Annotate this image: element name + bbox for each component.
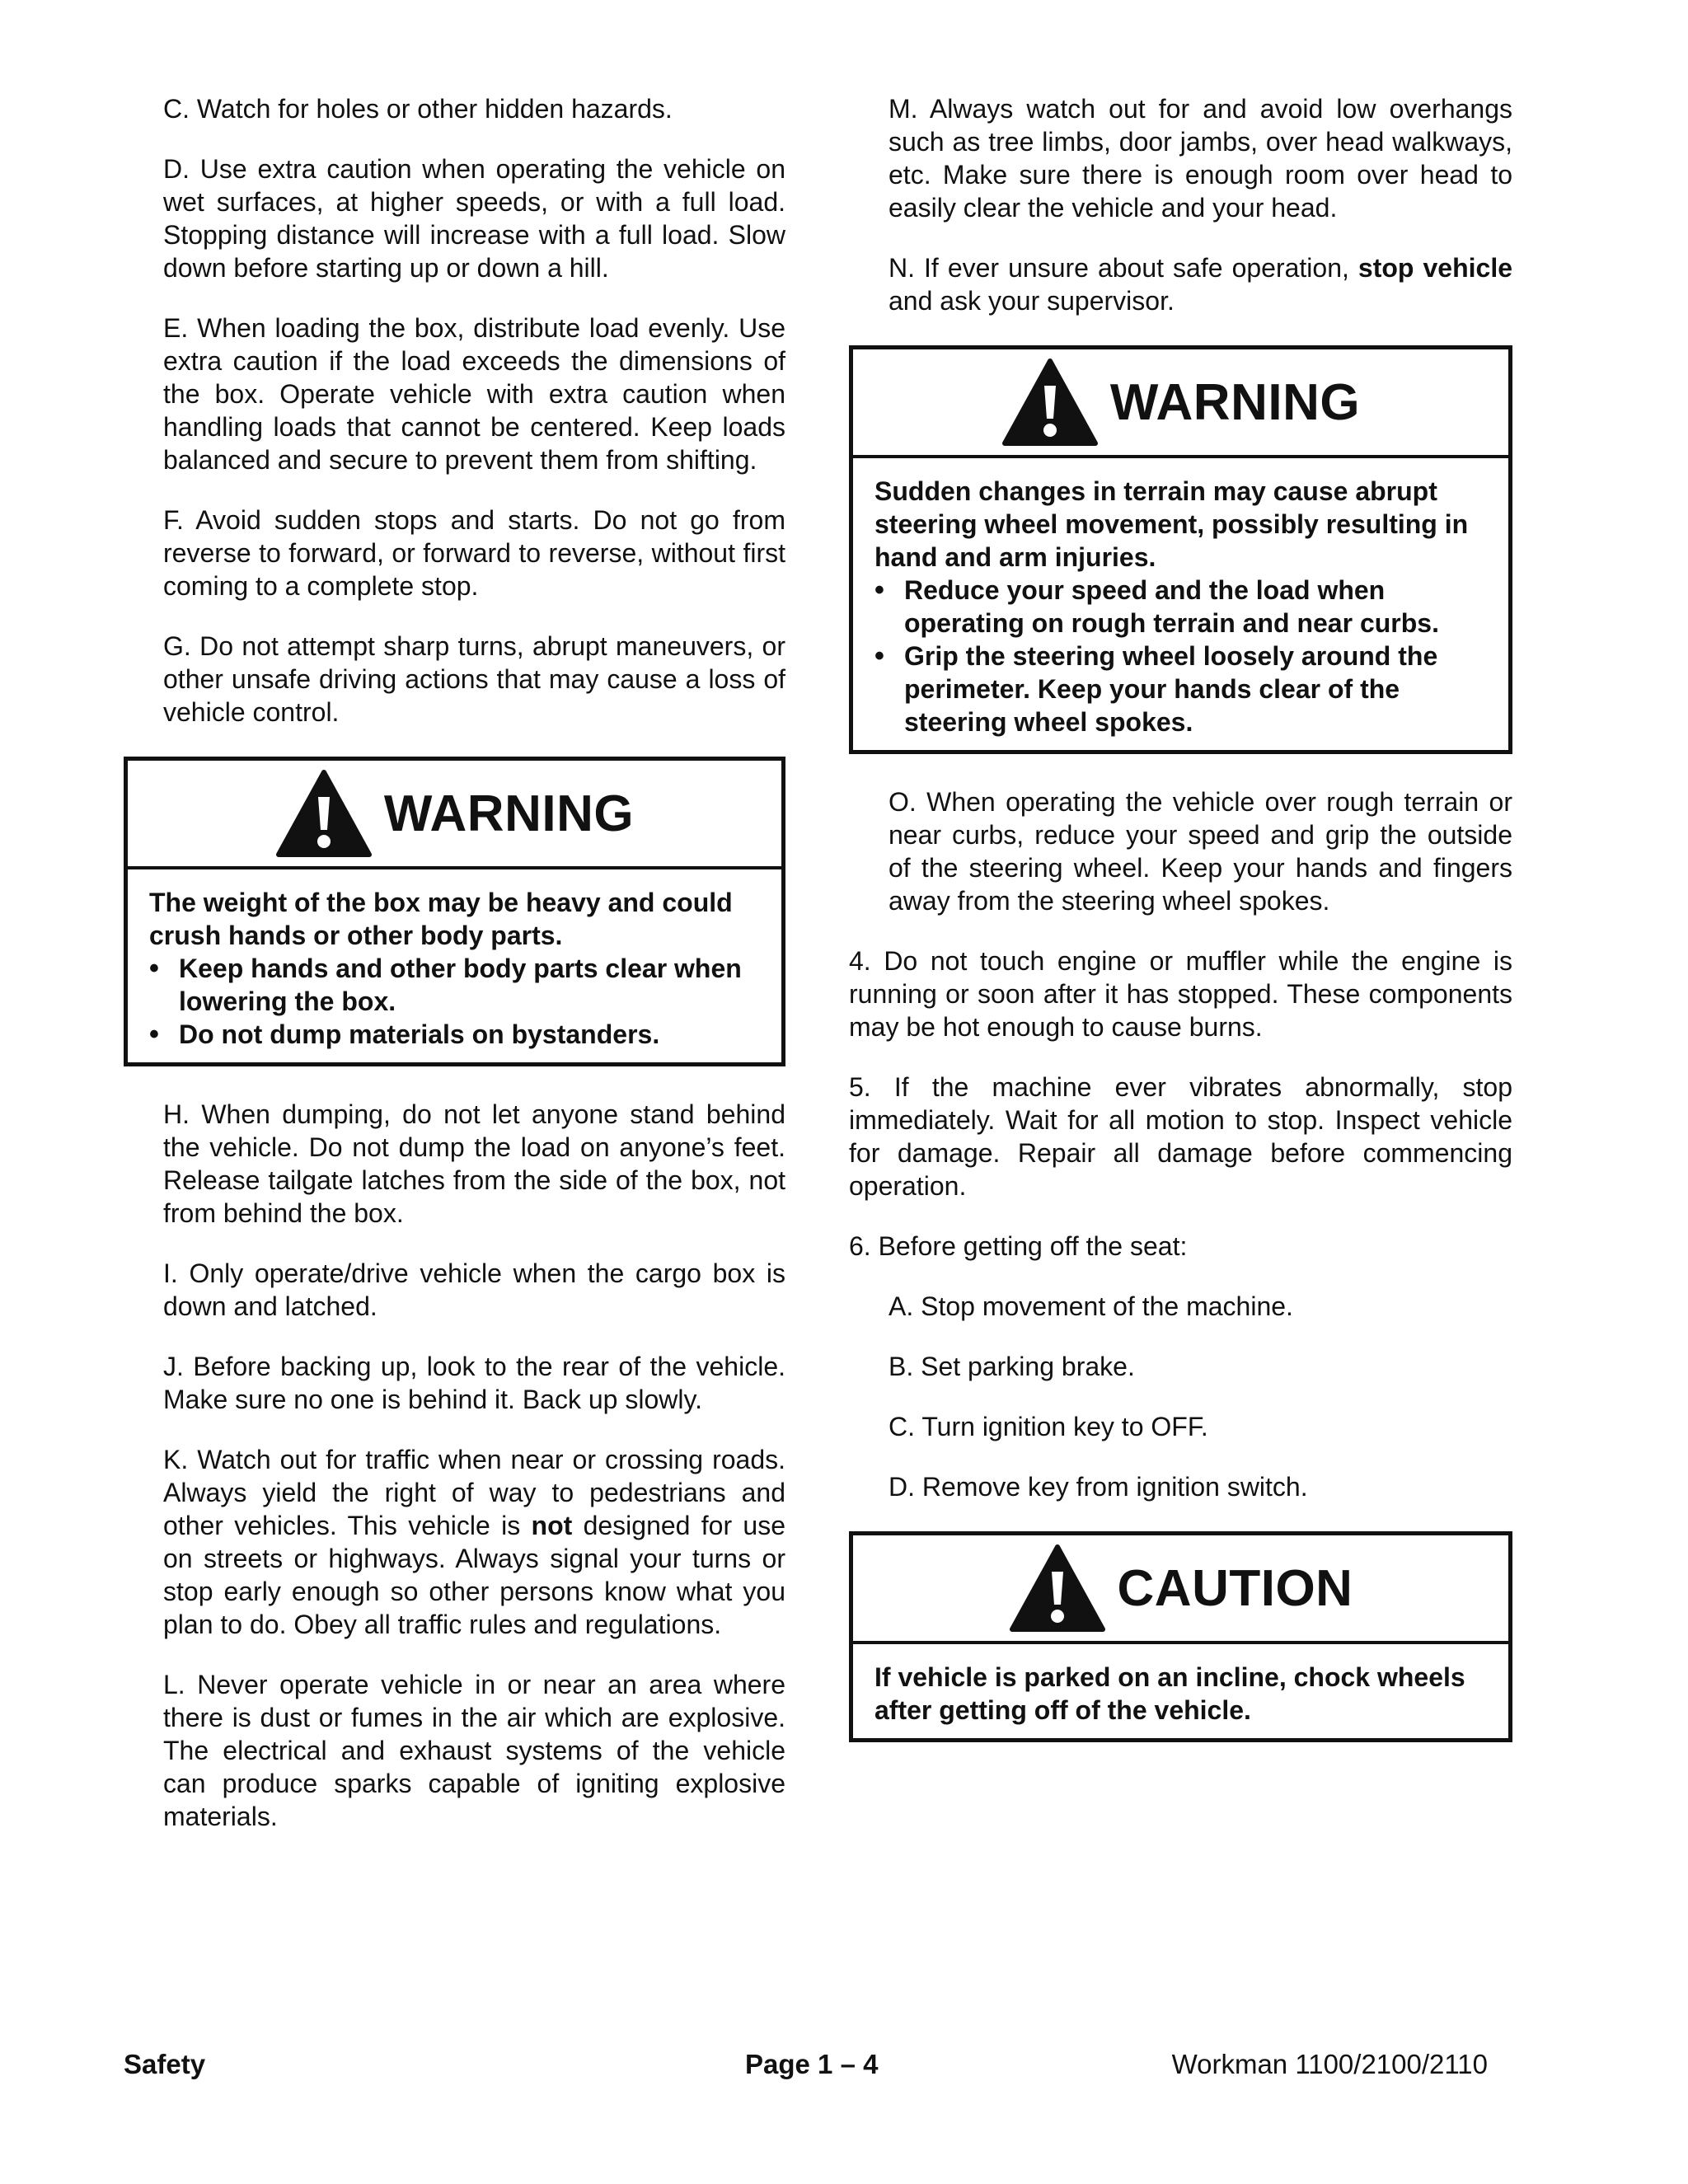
bullet-text: Keep hands and other body parts clear when lowering the box. <box>179 954 742 1016</box>
warning-text: The weight of the box may be heavy and could crush hands or other body parts. <box>149 888 733 950</box>
bullet-text: Do not dump materials on bystanders. <box>179 1019 660 1049</box>
item-6d: D. Remove key from ignition switch. <box>889 1472 1308 1502</box>
warning-title: WARNING <box>1109 373 1361 431</box>
item-6: 6. Before getting off the seat: <box>849 1231 1188 1261</box>
caution-title: CAUTION <box>1117 1559 1353 1617</box>
footer-model: Workman 1100/2100/2110 <box>1171 2049 1488 2079</box>
item-c: C. Watch for holes or other hidden hazards. <box>163 94 673 124</box>
warning-bullet <box>149 952 762 1018</box>
bullet-text: Grip the steering wheel loosely around the perimeter. Keep your hands clear of the steering wheel spokes. <box>904 641 1438 737</box>
item-4: 4. Do not touch engine or muffler while the engine is running or soon after it has stopped. These components may be hot enough to cause burns. <box>849 946 1512 1042</box>
warning-triangle-icon <box>1001 358 1099 447</box>
warning-triangle-icon <box>275 769 373 858</box>
warning-body <box>853 458 1508 750</box>
right-column <box>849 92 1512 1742</box>
warning-title: WARNING <box>383 785 635 842</box>
item-i: I. Only operate/drive vehicle when the cargo box is down and latched. <box>163 1258 785 1321</box>
warning-triangle-icon <box>1009 1544 1106 1633</box>
bullet-text: Reduce your speed and the load when operating on rough terrain and near curbs. <box>904 575 1439 638</box>
warning-header <box>128 761 781 869</box>
caution-body <box>853 1644 1508 1738</box>
caution-box <box>849 1531 1512 1742</box>
warning-body <box>128 869 781 1062</box>
caution-text: If vehicle is parked on an incline, chock wheels after getting off of the vehicle. <box>874 1662 1465 1725</box>
warning-bullet <box>874 640 1489 738</box>
item-j: J. Before backing up, look to the rear of the vehicle. Make sure no one is behind it. Back up slowly. <box>163 1352 785 1414</box>
footer-section: Safety <box>124 2049 206 2079</box>
warning-header <box>853 349 1508 458</box>
item-e: E. When loading the box, distribute load evenly. Use extra caution if the load exceeds the dimensions of the box. Operate vehicle with extra caution when handling loads that cannot be centered. Keep loads balanced and secure to prevent them from shifting. <box>163 313 785 475</box>
item-5: 5. If the machine ever vibrates abnormally, stop immediately. Wait for all motion to stop. Inspect vehicle for damage. Repair all damage before commencing operation. <box>849 1072 1512 1201</box>
item-d: D. Use extra caution when operating the vehicle on wet surfaces, at higher speeds, or with a full load. Stopping distance will increase with a full load. Slow down before starting up or down a hill. <box>163 154 785 283</box>
page-footer <box>124 2049 1488 2085</box>
item-m: M. Always watch out for and avoid low overhangs such as tree limbs, door jambs, over head walkways, etc. Make sure there is enough room over head to easily clear the vehicle and your head. <box>889 94 1512 223</box>
item-6c: C. Turn ignition key to OFF. <box>889 1412 1208 1441</box>
item-g: G. Do not attempt sharp turns, abrupt maneuvers, or other unsafe driving actions that may cause a loss of vehicle control. <box>163 631 785 727</box>
item-o: O. When operating the vehicle over rough terrain or near curbs, reduce your speed and grip the outside of the steering wheel. Keep your hands and fingers away from the steering wheel spokes. <box>889 787 1512 916</box>
footer-page-number: Page 1 – 4 <box>745 2049 879 2079</box>
item-6a: A. Stop movement of the machine. <box>889 1291 1293 1321</box>
warning-box-box-weight <box>124 757 785 1066</box>
left-column <box>124 92 785 1833</box>
warning-text: Sudden changes in terrain may cause abrupt steering wheel movement, possibly resulting in hand and arm injuries. <box>874 476 1469 572</box>
warning-box-terrain <box>849 345 1512 754</box>
item-l: L. Never operate vehicle in or near an area where there is dust or fumes in the air which are explosive. The electrical and exhaust systems of the vehicle can produce sparks capable of igniting explosive materials. <box>163 1670 785 1831</box>
item-k: K. Watch out for traffic when near or crossing roads. Always yield the right of way to pedestrians and other vehicles. This vehicle is not designed for use on streets or highways. Always signal your turns or stop early enough so other persons know what you plan to do. Obey all traffic rules and regulations. <box>163 1445 786 1639</box>
item-h: H. When dumping, do not let anyone stand behind the vehicle. Do not dump the load on anyone’s feet. Release tailgate latches from the side of the box, not from behind the box. <box>163 1099 785 1228</box>
item-n: N. If ever unsure about safe operation, stop vehicle and ask your supervisor. <box>889 253 1513 316</box>
caution-header <box>853 1535 1508 1644</box>
item-6b: B. Set parking brake. <box>889 1352 1135 1381</box>
warning-bullet <box>874 574 1489 640</box>
item-f: F. Avoid sudden stops and starts. Do not go from reverse to forward, or forward to reverse, without first coming to a complete stop. <box>163 505 785 601</box>
warning-bullet <box>149 1018 762 1051</box>
